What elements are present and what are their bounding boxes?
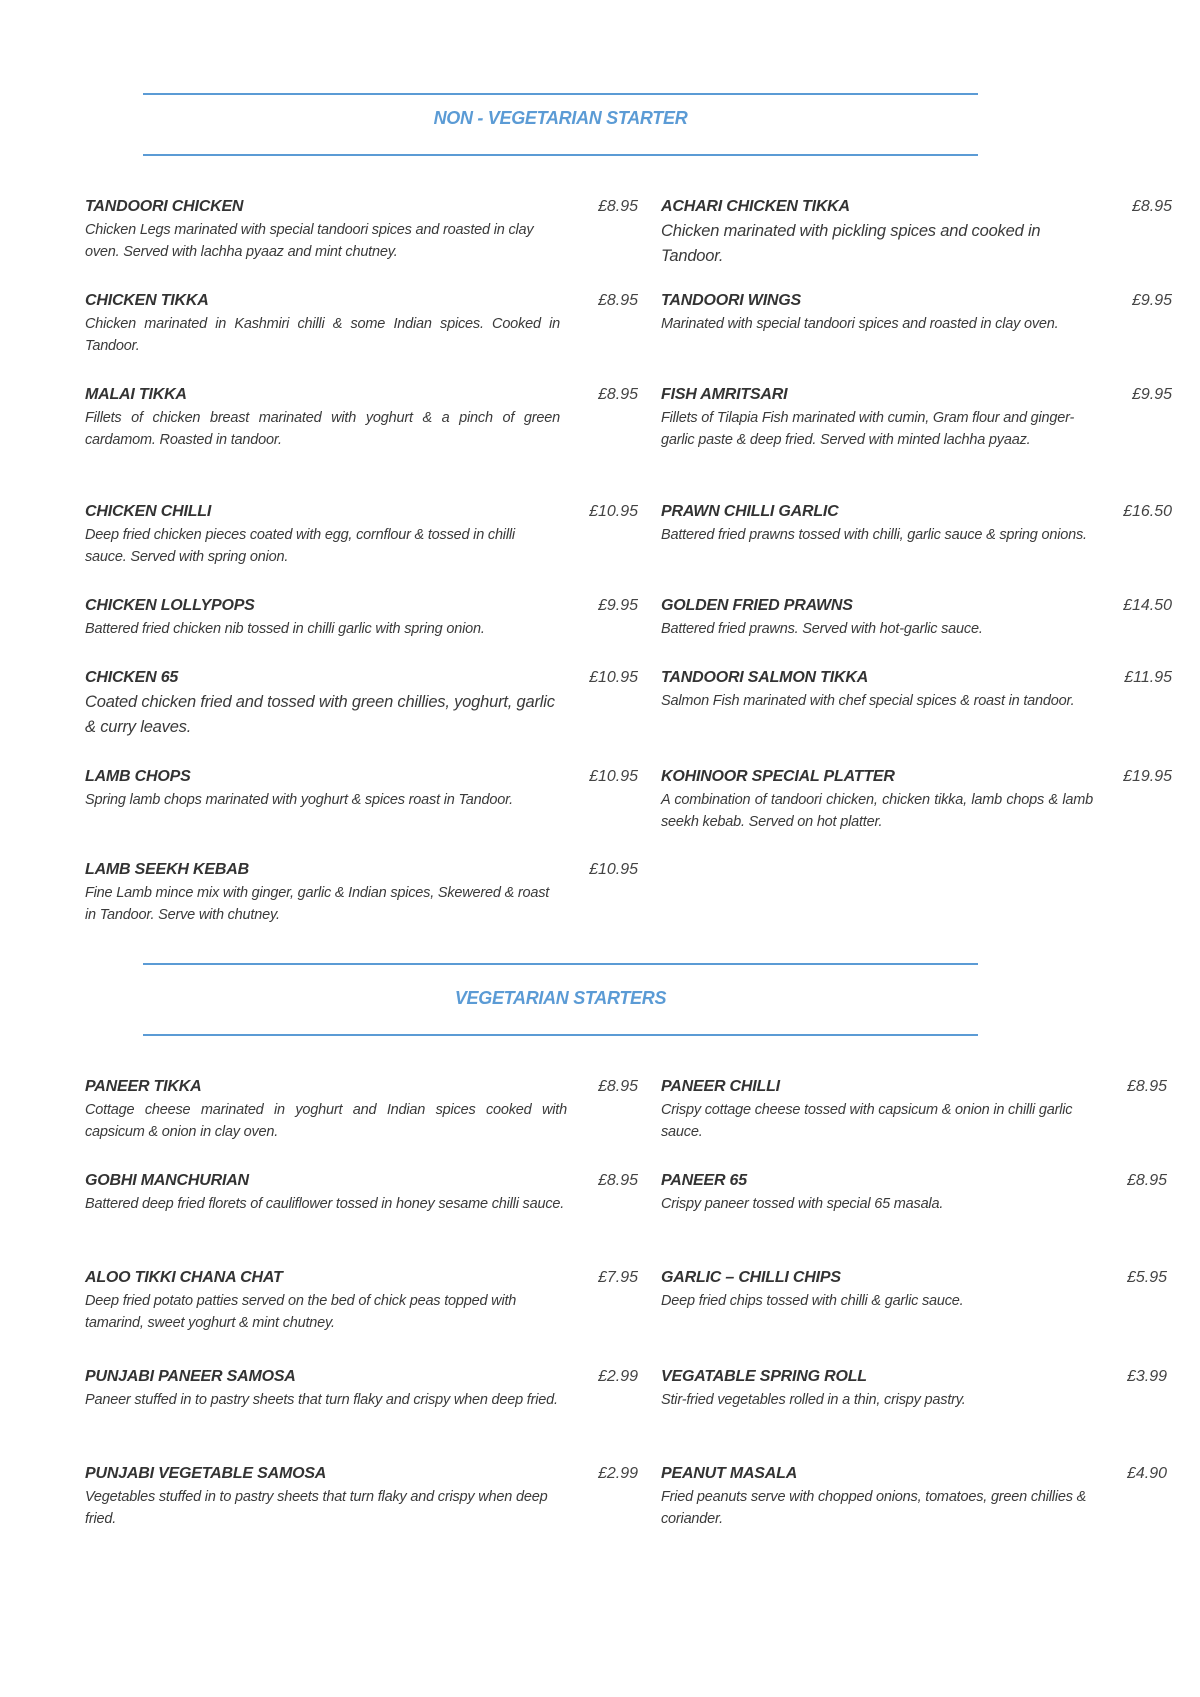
menu-item-name: TANDOORI WINGS [661,292,802,309]
menu-item-description: Battered fried chicken nib tossed in chilli garlic with spring onion. [85,621,485,637]
menu-item-name: TANDOORI SALMON TIKKA [661,669,869,686]
menu-item-description: Marinated with special tandoori spices and roasted in clay oven. [661,316,1059,332]
menu-item-description: Fried peanuts serve with chopped onions, tomatoes, green chillies & coriander. [661,1489,1087,1527]
menu-item-name: CHICKEN LOLLYPOPS [85,597,255,614]
menu-item-description: Battered fried prawns. Served with hot-garlic sauce. [661,621,983,637]
menu-item [85,767,560,811]
menu-item-name: PUNJABI VEGETABLE SAMOSA [85,1465,327,1482]
menu-item-description: Paneer stuffed in to pastry sheets that turn flaky and crispy when deep fried. [85,1392,558,1408]
menu-item-description: Fillets of chicken breast marinated with yoghurt & a pinch of green cardamom. Roasted in tandoor. [85,410,560,448]
menu-item-price: £5.95 [1126,1269,1167,1286]
menu-item [85,197,560,263]
menu-item-name: PANEER CHILLI [661,1078,780,1095]
menu-item [85,668,560,740]
menu-item [661,502,1093,546]
menu-item [661,1464,1103,1530]
menu-item-price: £8.95 [1131,198,1172,215]
menu-item-description: Fillets of Tilapia Fish marinated with cumin, Gram flour and ginger-garlic paste & deep fried. Served with minted lachha pyaaz. [661,410,1075,448]
menu-item-description: Salmon Fish marinated with chef special spices & roast in tandoor. [661,693,1075,709]
menu-item-price: £10.95 [589,861,638,878]
section-title-veg: VEGETARIAN STARTERS [454,988,667,1008]
menu-item-name: LAMB SEEKH KEBAB [85,861,249,878]
menu-item-price: £9.95 [1131,292,1172,309]
menu-item-name: VEGATABLE SPRING ROLL [661,1368,867,1385]
menu-item-name: KOHINOOR SPECIAL PLATTER [661,768,895,785]
menu-item-description: Battered deep fried florets of cauliflower tossed in honey sesame chilli sauce. [85,1196,565,1212]
menu-item-description: Coated chicken fried and tossed with green chillies, yoghurt, garlic & curry leaves. [85,693,555,736]
menu-item-description: Battered fried prawns tossed with chilli, garlic sauce & spring onions. [661,527,1087,543]
menu-item-price: £8.95 [597,386,638,403]
menu-item-price: £7.95 [597,1269,638,1286]
menu-item-description: Crispy paneer tossed with special 65 masala. [661,1196,944,1212]
menu-item-price: £16.50 [1123,503,1172,520]
menu-item-price: £3.99 [1126,1368,1167,1385]
divider [143,1034,978,1036]
menu-item [661,1268,1103,1312]
menu-item-price: £10.95 [589,669,638,686]
menu-item-name: GARLIC – CHILLI CHIPS [661,1269,841,1286]
menu-item [85,502,560,568]
menu-item [661,1171,1103,1215]
menu-item [85,291,560,357]
menu-item-price: £9.95 [1131,386,1172,403]
menu-item [85,1171,567,1215]
menu-item-name: ACHARI CHICKEN TIKKA [661,198,850,215]
menu-item [661,385,1093,451]
menu-item-price: £8.95 [597,1172,638,1189]
menu-item-description: Chicken marinated with pickling spices and cooked in Tandoor. [661,222,1041,265]
menu-item [661,1077,1103,1143]
menu-item-description: Deep fried chicken pieces coated with egg, cornflour & tossed in chilli sauce. Served with spring onion. [85,527,515,565]
menu-item-description: Stir-fried vegetables rolled in a thin, crispy pastry. [661,1392,966,1408]
menu-item-description: A combination of tandoori chicken, chicken tikka, lamb chops & lamb seekh kebab. Served on hot platter. [661,792,1093,830]
menu-item [661,596,1093,640]
menu-item-name: PANEER 65 [661,1172,747,1189]
menu-item-price: £2.99 [597,1368,638,1385]
menu-item-price: £2.99 [597,1465,638,1482]
menu-item-price: £9.95 [597,597,638,614]
section-title-non-veg: NON - VEGETARIAN STARTER [433,108,688,128]
menu-item-name: PEANUT MASALA [661,1465,798,1482]
menu-item-price: £19.95 [1123,768,1172,785]
menu-item-name: CHICKEN TIKKA [85,292,209,309]
menu-item-price: £11.95 [1124,669,1172,686]
menu-item-description: Cottage cheese marinated in yoghurt and Indian spices cooked with capsicum & onion in clay oven. [85,1102,567,1140]
menu-item [661,668,1093,712]
menu-item [661,291,1093,335]
menu-item-description: Chicken Legs marinated with special tandoori spices and roasted in clay oven. Served with lachha pyaaz and mint chutney. [85,222,534,260]
menu-item-name: TANDOORI CHICKEN [85,198,244,215]
menu-item-name: PANEER TIKKA [85,1078,202,1095]
menu-item [85,385,560,451]
divider [143,963,978,965]
menu-item [661,1367,1103,1411]
menu-item-name: MALAI TIKKA [85,386,187,403]
menu-item-description: Crispy cottage cheese tossed with capsicum & onion in chilli garlic sauce. [661,1102,1073,1140]
menu-item-description: Deep fried chips tossed with chilli & garlic sauce. [661,1293,964,1309]
menu-item-price: £8.95 [1126,1172,1167,1189]
menu-item [85,860,560,926]
menu-item-price: £8.95 [597,1078,638,1095]
menu-item-price: £4.90 [1126,1465,1167,1482]
menu-item-name: PRAWN CHILLI GARLIC [661,503,839,520]
menu-item-price: £10.95 [589,768,638,785]
menu-item-price: £10.95 [589,503,638,520]
menu-item-name: LAMB CHOPS [85,768,191,785]
menu-item [85,1077,567,1143]
divider [143,93,978,95]
menu-item-name: GOLDEN FRIED PRAWNS [661,597,853,614]
menu-item [85,1268,567,1334]
menu-item-name: FISH AMRITSARI [661,386,788,403]
menu-item [85,1367,567,1411]
menu-item-description: Deep fried potato patties served on the bed of chick peas topped with tamarind, sweet yoghurt & mint chutney. [85,1293,517,1331]
menu-item-description: Spring lamb chops marinated with yoghurt & spices roast in Tandoor. [85,792,514,808]
menu-item-price: £8.95 [1126,1078,1167,1095]
menu-item [661,767,1093,833]
menu-item-name: PUNJABI PANEER SAMOSA [85,1368,296,1385]
menu-item [661,197,1093,269]
divider [143,154,978,156]
menu-item-name: ALOO TIKKI CHANA CHAT [85,1269,283,1286]
menu-item-description: Fine Lamb mince mix with ginger, garlic & Indian spices, Skewered & roast in Tandoor. Serve with chutney. [85,885,550,923]
menu-item-price: £8.95 [597,292,638,309]
menu-item-price: £8.95 [597,198,638,215]
menu-item-description: Chicken marinated in Kashmiri chilli & some Indian spices. Cooked in Tandoor. [85,316,560,354]
menu-item-name: GOBHI MANCHURIAN [85,1172,249,1189]
menu-item-price: £14.50 [1123,597,1172,614]
menu-item-description: Vegetables stuffed in to pastry sheets that turn flaky and crispy when deep fried. [85,1489,548,1527]
menu-item [85,596,560,640]
menu-item-name: CHICKEN CHILLI [85,503,212,520]
menu-item [85,1464,567,1530]
menu-item-name: CHICKEN 65 [85,669,179,686]
